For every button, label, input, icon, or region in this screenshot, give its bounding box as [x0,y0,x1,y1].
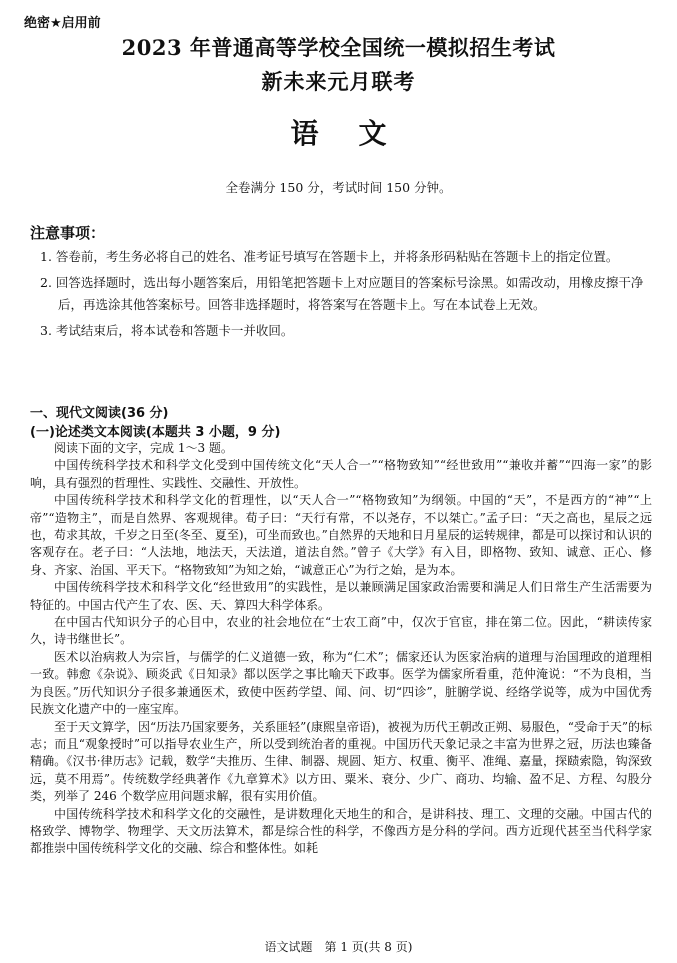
passage-paragraph: 中国传统科学技术和科学文化受到中国传统文化“天人合一”“格物致知”“经世致用”“兼收并蓄”“四海一家”的影响，具有强烈的哲理性、实践性、交融性、开放性。 [30,458,652,490]
notes-title: 注意事项： [30,224,106,242]
page-footer: 语文试题 第 1 页(共 8 页) [264,940,413,954]
score-info: 全卷满分 150 分，考试时间 150 分钟。 [225,180,452,195]
secret-label: 绝密★启用前 [24,16,101,31]
passage-paragraph: 中国传统科学技术和科学文化的哲理性，以“天人合一”“格物致知”为纲领。中国的“天”，不是西方的“神”“上帝”“造物主”，而是自然界、客观规律。荀子曰：“天行有常，不以尧存，不以桀亡。”孟子曰：“天之高也，星辰之远也，苟求其故，千岁之日至(冬至、夏至)，可坐而致也。”自然界的天地和日月星辰的运转规律，都是可以探讨和认识的客观存在。老子曰：“人法地，地法天，天法道，道法自然。”曾子《大学》有入目，即格物、致知、诚意、正心、修身、齐家、治国、平天下。“格物致知”为知之始，“诚意正心”为行之始，是为本。 [30,493,652,577]
note-item: 1. 答卷前，考生务必将自己的姓名、准考证号填写在答题卡上，并将条形码粘贴在答题卡上的指定位置。 [40,249,619,264]
passage-paragraph: 医术以治病救人为宗旨，与儒学的仁义道德一致，称为“仁术”；儒家还认为医家治病的道理与治国理政的道理相一致。韩愈《杂说》、顾炎武《日知录》都以医学之事比喻天下政事。医学为儒家所看重，范仲淹说：“不为良相，当为良医。”历代知识分子很多兼通医术，致使中医药学望、闻、问、切“四诊”，脏腑学说、经络学说等，成为中国优秀民族文化遗产中的一座宝库。 [30,649,652,717]
exam-subtitle: 新未来元月联考 [261,69,416,94]
reading-passage [30,440,652,858]
section-title: 一、现代文阅读(36 分) [30,406,169,421]
passage-paragraph: 阅读下面的文字，完成 1～3 题。 [54,441,233,455]
passage-paragraph: 至于天文算学，因“历法乃国家要务，关系匪轻”(康熙皇帝语)，被视为历代王朝改正朔、易服色，“受命于天”的标志；而且“观象授时”可以指导农业生产，所以受到统治者的重视。中国历代天象记录之丰富为世界之冠，历法也臻备精确。《汉书·律历志》记载，数学“夫推历、生律、制器、规圆、矩方、权重、衡平、准绳、嘉量，探赜索隐，钩深致远，莫不用焉”。传统数学经典著作《九章算术》以方田、粟米、衰分、少广、商功、均输、盈不足、方程、勾股分类，列举了 246 个数学应用问题求解，很有实用价值。 [30,719,652,804]
note-item: 3. 考试结束后，将本试卷和答题卡一并收回。 [40,323,294,338]
passage-paragraph: 在中国古代知识分子的心目中，农业的社会地位在“士农工商”中，仅次于官宦，排在第二位。因此，“耕读传家久，诗书继世长”。 [30,615,652,647]
exam-title: 2023 年普通高等学校全国统一模拟招生考试 [121,35,556,60]
passage-paragraph: 中国传统科学技术和科学文化的交融性，是讲数理化天地生的和合，是讲科技、理工、文理的交融。中国古代的格致学、博物学、物理学、天文历法算术，都是综合性的科学，不像西方是分科的学问。西方近现代甚至当代科学家都推崇中国传统科学文化的交融、综合和整体性。如耗 [30,806,652,856]
section-subtitle: (一)论述类文本阅读(本题共 3 小题，9 分) [30,425,281,440]
passage-paragraph: 中国传统科学技术和科学文化“经世致用”的实践性，是以兼顾满足国家政治需要和满足人们日常生产生活需要为特征的。中国古代产生了农、医、天、算四大科学体系。 [30,580,652,612]
notes-list [40,246,652,346]
subject-title: 语文 [290,117,427,150]
note-item: 2. 回答选择题时，选出每小题答案后，用铅笔把答题卡上对应题目的答案标号涂黑。如需改动，用橡皮擦干净后，再选涂其他答案标号。回答非选择题时，将答案写在答题卡上。写在本试卷上无效。 [40,275,644,312]
